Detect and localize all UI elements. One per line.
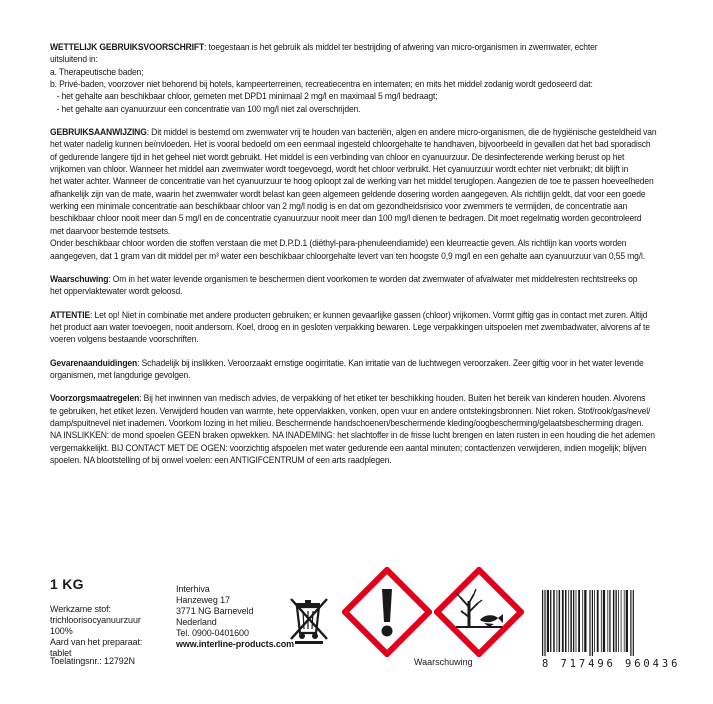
usage-line: beschikbaar chloor nooit meer dan 5 mg/l en de concentratie cyanuurzuur nooit meer dan 100 mg/l dienen te bedragen. Dit moet regelmatig worden gecontroleerd — [50, 213, 642, 224]
precaution-line: NA INSLIKKEN: de mond spoelen GEEN braken opwekken. NA INADEMING: het slachtoffer in de frisse lucht brengen en laten rusten in een houding die het ademen — [50, 430, 655, 441]
barcode-bar — [550, 590, 551, 652]
attention-line: : Let op! Niet in combinatie met andere producten gebruiken; er kunnen gevaarlijke gassen (chloor) vrijkomen. Vormt giftig gas in contact met zuren. Altijd — [90, 309, 648, 320]
legal-section — [50, 41, 652, 115]
usage-line: : Dit middel is bestemd om zwemwater vrij te houden van bacteriën, algen en andere micro-organismen, die de hygiënische gesteldheid van — [146, 127, 657, 138]
barcode-bar — [613, 590, 615, 652]
barcode-bar — [570, 590, 572, 652]
company-address — [176, 584, 294, 650]
hazard-line: : Schadelijk bij inslikken. Veroorzaakt ernstige oogirritatie. Kan irritatie van de luchtwegen veroorzaken. Zeer giftig voor in het water levende — [137, 357, 644, 368]
barcode-bar — [633, 590, 634, 656]
barcode-bar — [565, 590, 567, 652]
crossed-out-wheelie-bin-icon — [285, 595, 333, 645]
barcode-bar — [562, 590, 564, 652]
active-substance-line: Aard van het preparaat: tablet — [50, 637, 143, 658]
barcode-bar — [594, 590, 595, 652]
usage-line: het water achter. Wanneer de concentratie van het cyanuurzuur te hoog oploopt zal de werking van het middel teruglopen. Aangezien de toe te passen hoeveelheden — [50, 176, 654, 187]
hazard-section — [50, 357, 652, 382]
legal-line: - het gehalte aan beschikbaar chloor, gemeten met DPD1 minimaal 2 mg/l en maximaal 5 mg/l bedraagt; — [56, 91, 438, 102]
barcode-bar — [568, 590, 569, 652]
barcode-bars — [540, 590, 690, 656]
warning-section — [50, 273, 652, 298]
barcode-bar — [603, 590, 605, 652]
ean-barcode — [540, 590, 700, 670]
net-weight: 1 KG — [50, 576, 84, 592]
legal-heading: WETTELIJK GEBRUIKSVOORSCHRIFT — [50, 42, 205, 52]
attention-line: voeren volgens bestaande voorschriften. — [50, 334, 199, 345]
precaution-line: te gebruiken, het etiket lezen. Verwijderd houden van warmte, hete oppervlakken, vonken, open vuur en andere ontstekingsbronnen. Niet roken. Stof/rook/gas/nevel/ — [50, 405, 651, 416]
company-website: www.interline-products.com — [176, 639, 295, 649]
barcode-bar — [573, 590, 574, 652]
barcode-bar — [621, 590, 622, 652]
company-name: Interhiva — [176, 584, 210, 594]
signal-word: Waarschuwing — [414, 657, 473, 667]
legal-line: b. Privé-baden, voorzover niet behorend bij hotels, kampeerterreinen, recreatiecentra en internaten; en mits het middel zodanig wordt gedoseerd dat: — [50, 79, 593, 90]
barcode-bar — [592, 590, 593, 656]
barcode-bar — [582, 590, 583, 652]
barcode-bar — [607, 590, 608, 652]
company-city: 3771 NG Barneveld — [176, 606, 254, 616]
barcode-bar — [618, 590, 619, 652]
usage-line: afhankelijk zijn van de mate, waarin het zwemwater wordt belast kan geen algemeen geldende dosering worden aangegeven. Als richtlijn geldt, dat voor een goede — [50, 188, 646, 199]
active-substance — [50, 604, 160, 659]
hazard-line: organismen, met langdurige gevolgen. — [50, 369, 191, 380]
barcode-bar — [542, 590, 543, 656]
barcode-bar — [557, 590, 558, 652]
barcode-bar — [616, 590, 617, 652]
usage-heading: GEBRUIKSAANWIJZING — [50, 127, 147, 138]
company-street: Hanzeweg 17 — [176, 595, 230, 605]
usage-line: of gedurende langere tijd in het geheel niet wordt gebruikt. Het middel is een verbinding van chloor en cyanuurzuur. De desinfecterende werking berust op het — [50, 151, 625, 162]
usage-section — [50, 126, 657, 262]
legal-line: a. Therapeutische baden; — [50, 66, 144, 77]
usage-line: werking een minimale concentratie aan beschikbaar chloor van 2 mg/l nodig is en dat om gezondheidsrisico voor zwemmers te vermijden, de concentratie aan — [50, 201, 628, 212]
precaution-line: spoelen. NA blootstelling of bij onwel voelen: een ANTIGIFCENTRUM of een arts raadplegen. — [50, 454, 392, 465]
legal-line: - het gehalte aan cyanuurzuur een concentratie van 100 mg/l niet zal overschrijden. — [56, 103, 361, 114]
active-substance-line: trichloorisocyanuurzuur 100% — [50, 615, 141, 636]
label-footer — [50, 576, 690, 696]
barcode-bar — [589, 590, 590, 656]
warning-line: het oppervlaktewater wordt geloosd. — [50, 286, 183, 297]
legal-line: uitsluitend in: — [50, 54, 98, 65]
usage-line: Onder beschikbaar chloor worden die stoffen verstaan die met D.P.D.1 (diëthyl-para-phenuleendiamide) een kleurreactie geven. Als richtlijn kan voorts worden — [50, 238, 627, 249]
barcode-bar — [544, 590, 545, 656]
active-substance-line: Werkzame stof: — [50, 604, 111, 614]
usage-line: aangegeven, dat 1 gram van dit middel per m³ water een beschikbaar chloorgehalte levert van ten hoogste 0,9 mg/l en een gehalte aan cyanuurzuur van 0,55 mg/l. — [50, 250, 646, 261]
company-country: Nederland — [176, 617, 217, 627]
company-phone: Tel. 0900-0401600 — [176, 628, 249, 638]
precaution-line: vergemakkelijkt. BIJ CONTACT MET DE OGEN: voorzichtig afspoelen met water gedurende een aantal minuten; contactlenzen verwijderen, indien mogelijk; blijven — [50, 442, 647, 453]
precaution-section — [50, 392, 655, 466]
barcode-bar — [584, 590, 586, 652]
barcode-bar — [626, 590, 628, 652]
warning-line: : Om in het water levende organismen te beschermen dient voorkomen te worden dat zwemwater of afvalwater met middelresten rechtstreeks op — [108, 273, 638, 284]
barcode-bar — [553, 590, 555, 652]
barcode-number: 8 717496 960436 — [542, 658, 681, 670]
barcode-bar — [576, 590, 577, 652]
barcode-bar — [624, 590, 625, 652]
precaution-heading: Voorzorgsmaatregelen — [50, 393, 140, 404]
barcode-bar — [597, 590, 599, 652]
attention-heading: ATTENTIE — [50, 309, 91, 320]
barcode-bar — [601, 590, 602, 652]
label-text — [50, 41, 657, 477]
usage-line: met daarvoor bestemde testsets. — [50, 225, 171, 236]
environment-hazard-ghs-icon — [434, 567, 524, 657]
barcode-bar — [547, 590, 549, 652]
attention-section — [50, 309, 652, 346]
barcode-bar — [630, 590, 631, 656]
usage-line: vrijkomen van chloor. Wanneer het middel aan zwemwater wordt toegevoegd, wordt het chloor verbruikt. Het cyanuurzuur wordt echter niet verbruikt; dit blijft in — [50, 164, 629, 175]
barcode-bar — [578, 590, 580, 652]
hazard-heading: Gevarenaanduidingen — [50, 357, 138, 368]
warning-heading: Waarschuwing — [50, 273, 109, 284]
barcode-bar — [559, 590, 561, 652]
exclamation-mark-ghs-icon — [342, 567, 432, 657]
barcode-bar — [609, 590, 610, 652]
registration-number: Toelatingsnr.: 12792N — [50, 656, 135, 666]
precaution-line: : Bij het inwinnen van medisch advies, de verpakking of het etiket ter beschikking houden. Buiten het bereik van kinderen houden. Alvorens — [139, 393, 646, 404]
legal-line: : toegestaan is het gebruik als middel ter bestrijding of afwering van micro-organismen in zwemwater, echter — [204, 42, 598, 52]
attention-line: het product aan water toevoegen, nooit andersom. Koel, droog en in gesloten verpakking bewaren. Lege verpakkingen uitspoelen met zwembadwater, alvorens af te — [50, 321, 650, 332]
usage-line: het water nadelig kunnen beïnvloeden. Het is vooral bedoeld om een eenmaal ingesteld chloorgehalte te handhaven, bijvoorbeeld in gevallen dat het bad sporadisch — [50, 139, 651, 150]
precaution-line: damp/spuitnevel niet inademen. Voorkom lozing in het milieu. Beschermende handschoenen/beschermende kleding/oogbescherming/gelaatsbescherming dragen. — [50, 417, 644, 428]
